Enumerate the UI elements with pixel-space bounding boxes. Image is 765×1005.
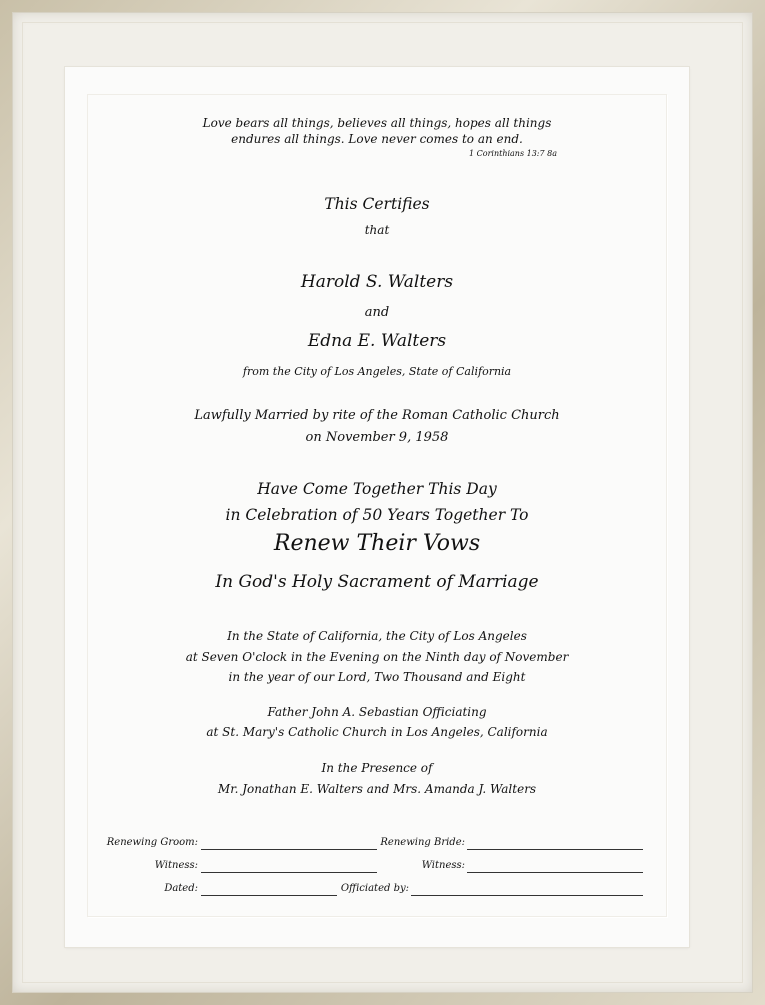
married-line-1: Lawfully Married by rite of the Roman Catholic Church: [194, 408, 560, 423]
bride-name: Edna E. Walters: [307, 331, 447, 351]
place-line-3: in the year of our Lord, Two Thousand and Eight: [228, 670, 526, 684]
officiated-by-line[interactable]: [411, 895, 643, 896]
renewing-bride-line[interactable]: [467, 849, 643, 850]
witness-left-label: Witness:: [154, 860, 198, 871]
officiated-by-label: Officiated by:: [340, 883, 409, 894]
origin-text: from the City of Los Angeles, State of California: [242, 365, 512, 378]
together-line-2: in Celebration of 50 Years Together To: [225, 506, 529, 524]
certifies-heading: This Certifies: [324, 195, 430, 213]
officiant-line-1: Father John A. Sebastian Officiating: [267, 705, 487, 719]
dated-line[interactable]: [201, 895, 337, 896]
presence-line-2: Mr. Jonathan E. Walters and Mrs. Amanda J. Walters: [217, 782, 537, 796]
verse-line-2: endures all things. Love never comes to an end.: [231, 132, 523, 146]
that-text: that: [364, 223, 390, 237]
renewing-bride-label: Renewing Bride:: [380, 837, 465, 848]
renew-vows-heading: Renew Their Vows: [273, 531, 481, 556]
presence-line-1: In the Presence of: [321, 761, 433, 775]
witness-left-line[interactable]: [201, 872, 377, 873]
verse-reference: 1 Corinthians 13:7 8a: [469, 149, 557, 158]
sacrament-line: In God's Holy Sacrament of Marriage: [215, 572, 539, 592]
witness-right-line[interactable]: [467, 872, 643, 873]
verse-line-1: Love bears all things, believes all things, hopes all things: [202, 116, 552, 130]
groom-name: Harold S. Walters: [300, 272, 454, 292]
place-line-1: In the State of California, the City of Los Angeles: [227, 629, 527, 643]
renewing-groom-label: Renewing Groom:: [106, 837, 198, 848]
together-line-1: Have Come Together This Day: [257, 480, 497, 498]
witness-right-label: Witness:: [421, 860, 465, 871]
place-line-2: at Seven O'clock in the Evening on the Ninth day of November: [185, 650, 569, 664]
and-text: and: [364, 305, 390, 320]
dated-label: Dated:: [164, 883, 198, 894]
married-line-2: on November 9, 1958: [305, 430, 449, 445]
renewing-groom-line[interactable]: [201, 849, 377, 850]
certificate-paper: [65, 67, 689, 947]
officiant-line-2: at St. Mary's Catholic Church in Los Angeles, California: [206, 725, 548, 739]
